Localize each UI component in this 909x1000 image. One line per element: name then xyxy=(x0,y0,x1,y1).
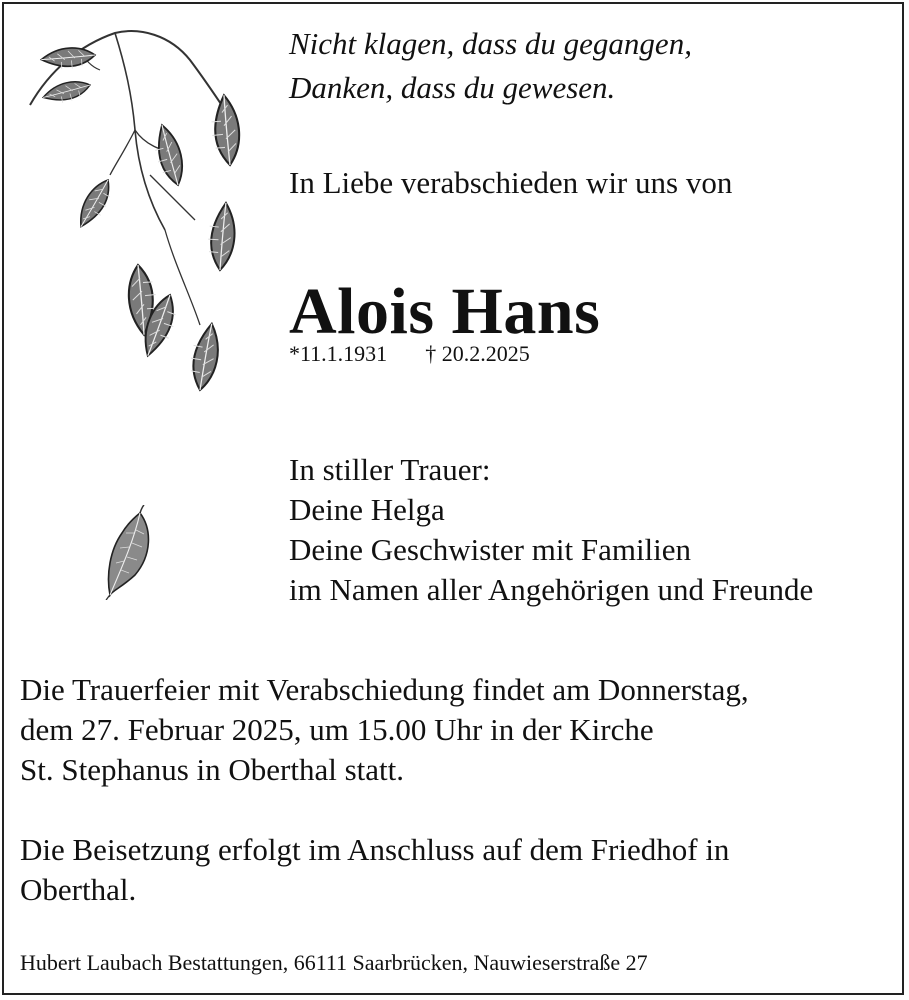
ceremony-line: Die Trauerfeier mit Verabschiedung findet am Donnerstag, xyxy=(20,672,749,707)
falling-leaf-icon xyxy=(100,505,160,600)
mourner-line: im Namen aller Angehörigen und Freunde xyxy=(289,572,814,607)
quote-line-2: Danken, dass du gewesen. xyxy=(289,70,616,105)
burial-notice xyxy=(20,830,729,910)
mourners-block xyxy=(289,450,813,610)
life-dates xyxy=(289,341,530,367)
ceremony-line: dem 27. Februar 2025, um 15.00 Uhr in der Kirche xyxy=(20,712,654,747)
deceased-name: Alois Hans xyxy=(289,275,601,348)
quote-line-1: Nicht klagen, dass du gegangen, xyxy=(289,26,692,61)
intro-text: In Liebe verabschieden wir uns von xyxy=(289,165,733,200)
mourner-line: Deine Helga xyxy=(289,492,445,527)
death-date: † 20.2.2025 xyxy=(425,341,530,366)
ceremony-line: St. Stephanus in Oberthal statt. xyxy=(20,752,405,787)
mourner-line: Deine Geschwister mit Familien xyxy=(289,532,692,567)
funeral-home-footer: Hubert Laubach Bestattungen, 66111 Saarbrücken, Nauwieserstraße 27 xyxy=(20,950,648,975)
burial-line: Oberthal. xyxy=(20,872,137,907)
birch-branch-icon xyxy=(20,25,250,405)
quote xyxy=(289,22,692,110)
burial-line: Die Beisetzung erfolgt im Anschluss auf dem Friedhof in xyxy=(20,832,730,867)
ceremony-notice xyxy=(20,670,749,790)
mourners-heading: In stiller Trauer: xyxy=(289,452,491,487)
birth-date: *11.1.1931 xyxy=(289,341,388,366)
